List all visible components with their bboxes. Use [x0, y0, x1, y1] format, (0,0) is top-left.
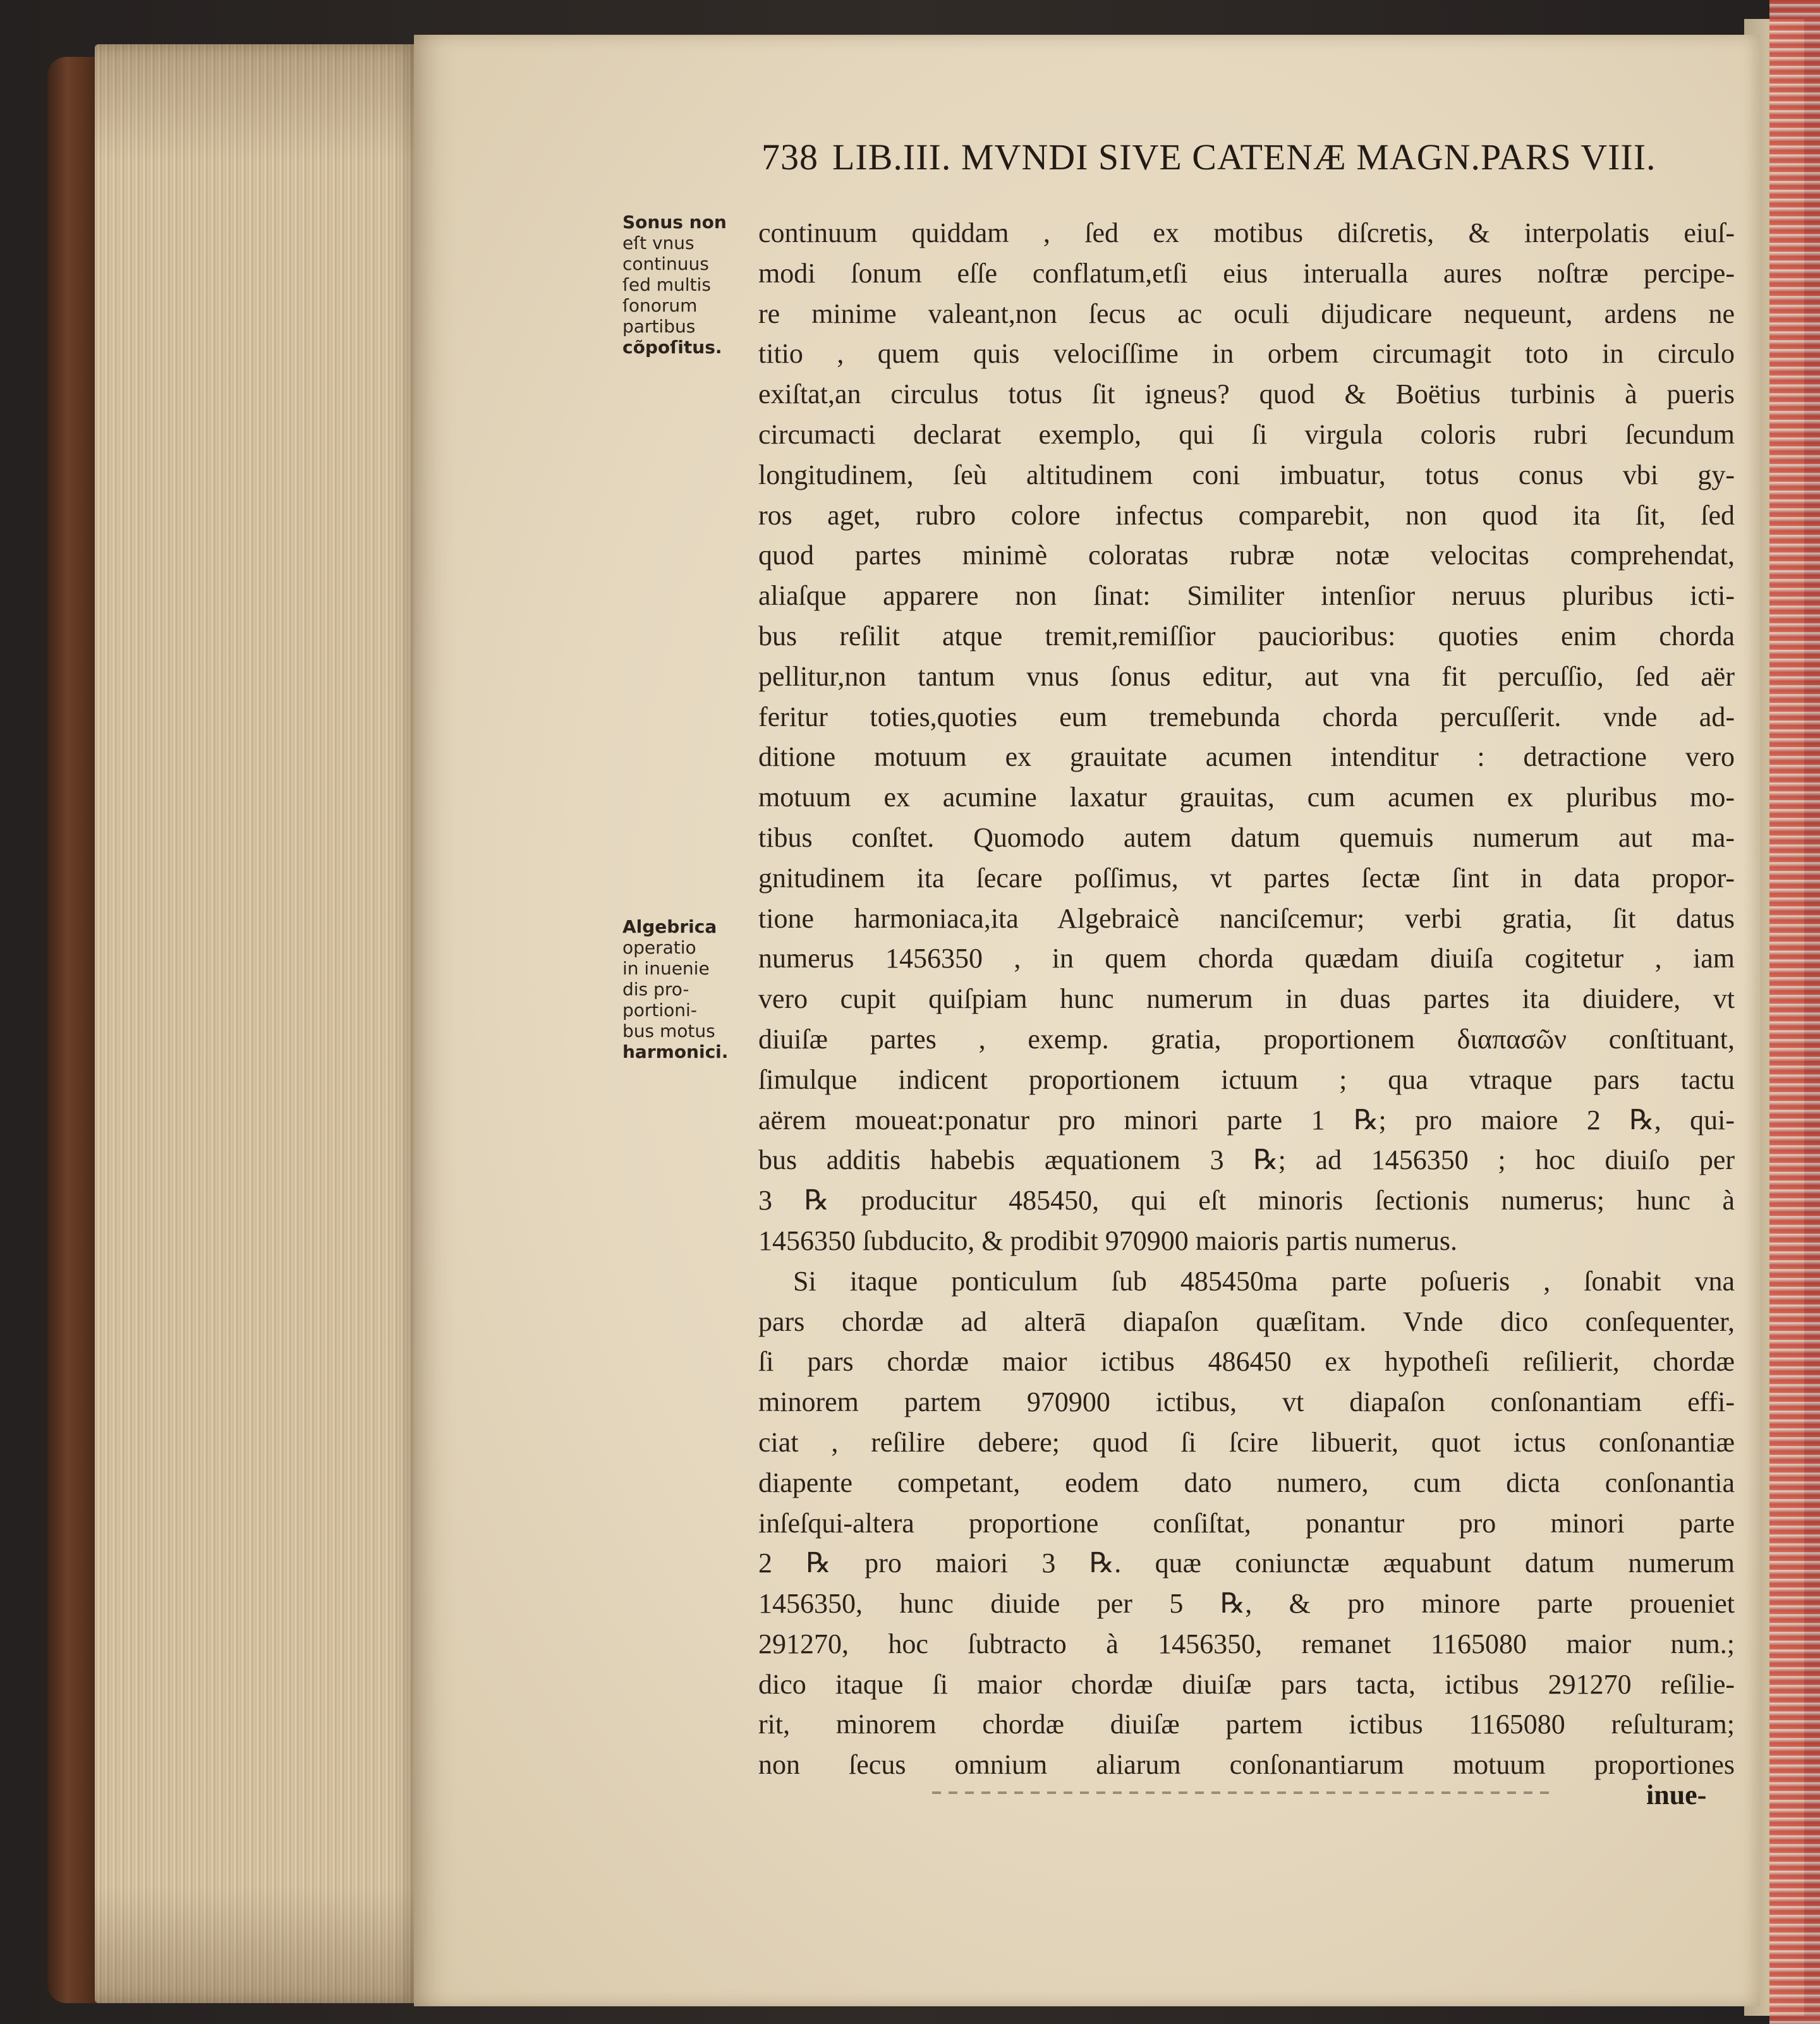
body-line: 1456350 ſubducito, & prodibit 970900 maioris partis numerus. — [758, 1225, 1458, 1256]
marginal-note-line: continuus — [622, 253, 709, 274]
body-line: circumacti declarat exemplo, qui ſi virgula coloris rubri ſecundum — [758, 418, 1735, 450]
marginal-note-line: in inuenie — [622, 958, 710, 979]
body-line: re minime valeant,non ſecus ac oculi dijudicare nequeunt, ardens ne — [758, 298, 1735, 329]
body-line: longitudinem, ſeù altitudinem coni imbuatur, totus conus vbi gy- — [758, 459, 1735, 490]
body-line: 291270, hoc ſubtracto à 1456350, remanet 1165080 maior num.; — [758, 1628, 1735, 1659]
running-head — [761, 136, 1747, 178]
marginal-note-line: Sonus non — [622, 212, 727, 233]
body-line: vero cupit quiſpiam hunc numerum in duas partes ita diuidere, vt — [758, 983, 1735, 1015]
marginal-note-line: ſed multis — [622, 274, 711, 295]
bookmark-ribbon — [1769, 0, 1820, 2024]
marginal-note-line: cõpoſitus. — [622, 337, 722, 358]
body-line: bus additis habebis æquationem 3 ℞; ad 1456350 ; hoc diuiſo per — [758, 1144, 1735, 1176]
body-line: ſimulque indicent proportionem ictuum ; qua vtraque pars tactu — [758, 1064, 1735, 1095]
marginal-note-line: eſt vnus — [622, 233, 695, 253]
marginal-note-line: bus motus — [622, 1021, 715, 1041]
body-line: rit, minorem chordæ diuiſæ partem ictibus 1165080 reſulturam; — [758, 1709, 1735, 1740]
body-line: quod partes minimè coloratas rubræ notæ velocitas comprehendat, — [758, 540, 1735, 571]
body-line: aërem moueat:ponatur pro minori parte 1 ℞; pro maiore 2 ℞, qui- — [758, 1104, 1735, 1136]
marginal-note — [622, 212, 755, 358]
body-line: ros aget, rubro colore infectus comparebit, non quod ita ſit, ſed — [758, 499, 1735, 531]
catchword: inue- — [1646, 1779, 1707, 1810]
body-line: tibus conſtet. Quomodo autem datum quemuis numerum aut ma- — [758, 821, 1735, 853]
running-head-title: LIB.III. MVNDI SIVE CATENÆ MAGN.PARS VIII. — [832, 136, 1656, 178]
body-line: modi ſonum eſſe conflatum,etſi eius interualla aures noſtræ percipe- — [758, 257, 1735, 289]
decorative-rule — [932, 1791, 1551, 1794]
marginal-note-line: ſonorum — [622, 295, 698, 316]
body-text — [758, 213, 1735, 1785]
page-edges — [95, 44, 420, 2003]
body-line: titio , quem quis velociſſime in orbem circumagit toto in circulo — [758, 338, 1735, 370]
body-line: exiſtat,an circulus totus ſit igneus? quod & Boëtius turbinis à pueris — [758, 379, 1735, 410]
body-line: 2 ℞ pro maiori 3 ℞. quæ coniunctæ æquabunt datum numerum — [758, 1548, 1735, 1579]
page-number: 738 — [761, 136, 818, 178]
body-line: continuum quiddam , ſed ex motibus diſcretis, & interpolatis eiuſ- — [758, 217, 1735, 248]
marginal-note — [622, 916, 755, 1062]
marginal-note-line: partibus — [622, 316, 696, 337]
body-line: 3 ℞ producitur 485450, qui eſt minoris ſectionis numerus; hunc à — [758, 1185, 1735, 1216]
body-line: motuum ex acumine laxatur grauitas, cum acumen ex pluribus mo- — [758, 782, 1735, 813]
body-line: diuiſæ partes , exemp. gratia, proportionem διαπασῶν conſtituant, — [758, 1023, 1735, 1055]
body-line: ſi pars chordæ maior ictibus 486450 ex hypotheſi reſilierit, chordæ — [758, 1346, 1735, 1378]
body-line: numerus 1456350 , in quem chorda quædam diuiſa cogitetur , iam — [758, 943, 1735, 974]
body-line: gnitudinem ita ſecare poſſimus, vt partes ſectæ ſint in data propor- — [758, 862, 1735, 894]
body-line: aliaſque apparere non ſinat: Similiter intenſior neruus pluribus icti- — [758, 580, 1735, 612]
body-line: inſeſqui-altera proportione conſiſtat, ponantur pro minori parte — [758, 1507, 1735, 1539]
body-line: bus reſilit atque tremit,remiſſior paucioribus: quoties enim chorda — [758, 620, 1735, 651]
body-line: tione harmoniaca,ita Algebraicè nanciſcemur; verbi gratia, ſit datus — [758, 902, 1735, 934]
book-page — [414, 35, 1760, 2006]
body-line: ditione motuum ex grauitate acumen intenditur : detractione vero — [758, 741, 1735, 773]
marginal-note-line: Algebrica — [622, 916, 717, 937]
body-line: Si itaque ponticulum ſub 485450ma parte poſueris , ſonabit vna — [793, 1265, 1735, 1297]
body-line: pars chordæ ad alterā diapaſon quæſitam. Vnde dico conſequenter, — [758, 1306, 1735, 1337]
body-line: feritur toties,quoties eum tremebunda chorda percuſſerit. vnde ad- — [758, 701, 1735, 732]
body-line: non ſecus omnium aliarum conſonantiarum motuum proportiones — [758, 1749, 1735, 1781]
body-line: ciat , reſilire debere; quod ſi ſcire libuerit, quot ictus conſonantiæ — [758, 1426, 1735, 1458]
marginal-note-line: dis pro- — [622, 979, 689, 1000]
marginal-note-line: portioni- — [622, 1000, 697, 1021]
marginal-note-line: harmonici. — [622, 1041, 729, 1062]
body-line: 1456350, hunc diuide per 5 ℞, & pro minore parte proueniet — [758, 1588, 1735, 1620]
body-line: dico itaque ſi maior chordæ diuiſæ pars tacta, ictibus 291270 reſilie- — [758, 1668, 1735, 1700]
body-line: pellitur,non tantum vnus ſonus editur, aut vna fit percuſſio, ſed aër — [758, 660, 1735, 692]
page-content — [414, 35, 1760, 2006]
body-line: minorem partem 970900 ictibus, vt diapaſon conſonantiam effi- — [758, 1386, 1735, 1418]
marginal-note-line: operatio — [622, 937, 696, 958]
body-line: diapente competant, eodem dato numero, cum dicta conſonantia — [758, 1467, 1735, 1498]
